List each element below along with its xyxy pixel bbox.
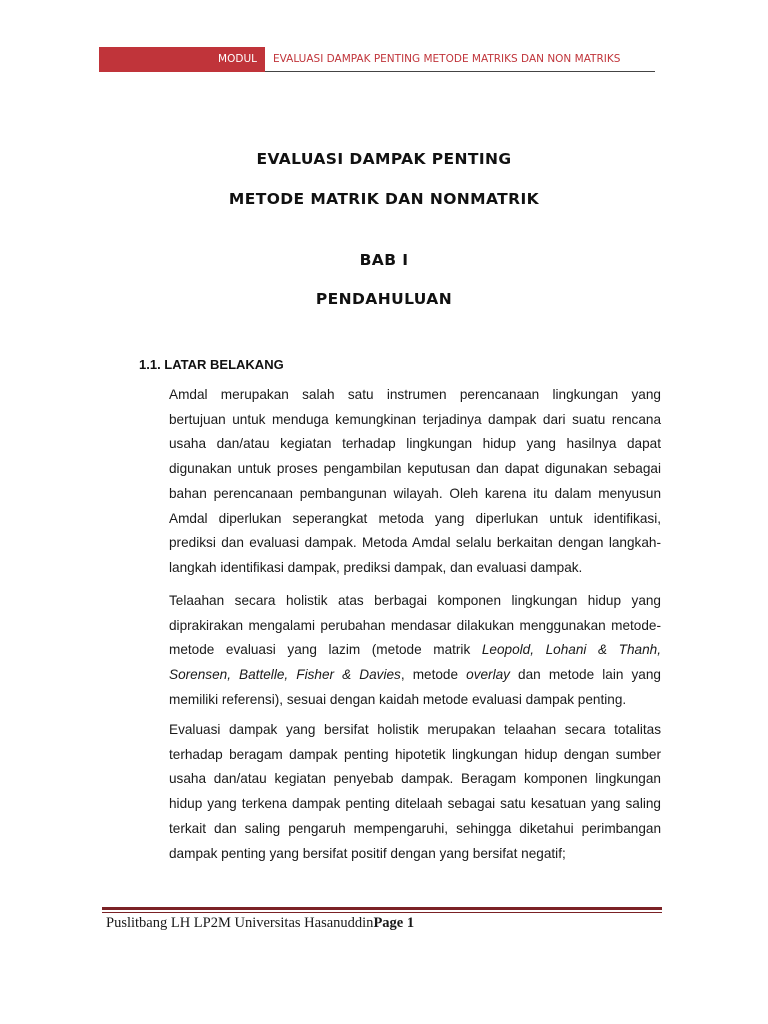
paragraph-text: dan metode lain yang [509, 667, 661, 683]
overlay-term-italic: overlay [466, 667, 510, 683]
paragraph-line: digunakan untuk proses pengambilan keputusan dan dapat digunakan sebagai [169, 461, 661, 477]
paragraph-line: Amdal diperlukan seperangkat metoda yang diperlukan untuk identifikasi, [169, 510, 661, 526]
paragraph-line: terhadap beragam dampak penting hipotetik lingkungan hidup dengan sumber [169, 746, 661, 762]
paragraph-line [169, 663, 661, 688]
chapter-title: PENDAHULUAN [315, 290, 453, 308]
footer-institution: Puslitbang LH LP2M Universitas Hasanuddin [106, 915, 374, 931]
document-title-line1: EVALUASI DAMPAK PENTING [256, 150, 512, 168]
page-number: Page 1 [373, 915, 415, 931]
paragraph-line: bertujuan untuk menduga kemungkinan terjadinya dampak dari suatu rencana [169, 411, 661, 427]
paragraph-3 [169, 718, 661, 866]
chapter-number: BAB I [359, 251, 409, 269]
paragraph-line: usaha dan/atau kegiatan penyebab dampak. Beragam komponen lingkungan [169, 771, 661, 787]
method-names-italic: Sorensen, Battelle, Fisher & Davies [169, 667, 401, 683]
running-header [99, 47, 655, 73]
footer-rule-thin [102, 912, 662, 913]
paragraph-line: Telaahan secara holistik atas berbagai komponen lingkungan hidup yang [169, 593, 661, 608]
paragraph-line: diprakirakan mengalami perubahan mendasar dilakukan menggunakan metode- [169, 617, 661, 633]
paragraph-line [169, 638, 661, 663]
header-title: EVALUASI DAMPAK PENTING METODE MATRIKS DAN NON MATRIKS [273, 53, 621, 65]
page-footer [106, 915, 414, 932]
paragraph-2 [169, 589, 661, 713]
paragraph-line: prediksi dan evaluasi dampak. Metoda Amdal selalu berkaitan dengan langkah- [169, 535, 661, 551]
paragraph-text: , metode [400, 667, 467, 683]
paragraph-line: bahan perencanaan pembangunan wilayah. Oleh karena itu dalam menyusun [169, 485, 661, 501]
section-heading: 1.1. LATAR BELAKANG [139, 357, 284, 372]
paragraph-line: Evaluasi dampak yang bersifat holistik merupakan telaahan secara totalitas [169, 722, 661, 737]
paragraph-line: hidup yang terkena dampak penting ditelaah sebagai satu kesatuan yang saling [169, 796, 661, 812]
paragraph-line: dampak penting yang bersifat positif dengan yang bersifat negatif; [169, 845, 566, 861]
paragraph-1 [169, 383, 661, 581]
footer-rule-thick [102, 907, 662, 910]
paragraph-line: Amdal merupakan salah satu instrumen perencanaan lingkungan yang [169, 387, 661, 402]
paragraph-text: metode evaluasi yang lazim (metode matrik [169, 642, 482, 658]
paragraph-line: langkah identifikasi dampak, prediksi dampak, dan evaluasi dampak. [169, 559, 583, 575]
paragraph-line: terkait dan saling pengaruh mempengaruhi, sehingga diketahui perimbangan [169, 820, 661, 836]
header-modul-label: MODUL [99, 47, 265, 72]
paragraph-line: memiliki referensi), sesuai dengan kaidah metode evaluasi dampak penting. [169, 691, 627, 707]
header-rule [265, 71, 655, 72]
paragraph-line: usaha dan/atau kegiatan terhadap lingkungan hidup yang hasilnya dapat [169, 436, 661, 452]
document-title-line2: METODE MATRIK DAN NONMATRIK [228, 190, 540, 208]
method-names-italic: Leopold, Lohani & Thanh, [481, 642, 661, 658]
